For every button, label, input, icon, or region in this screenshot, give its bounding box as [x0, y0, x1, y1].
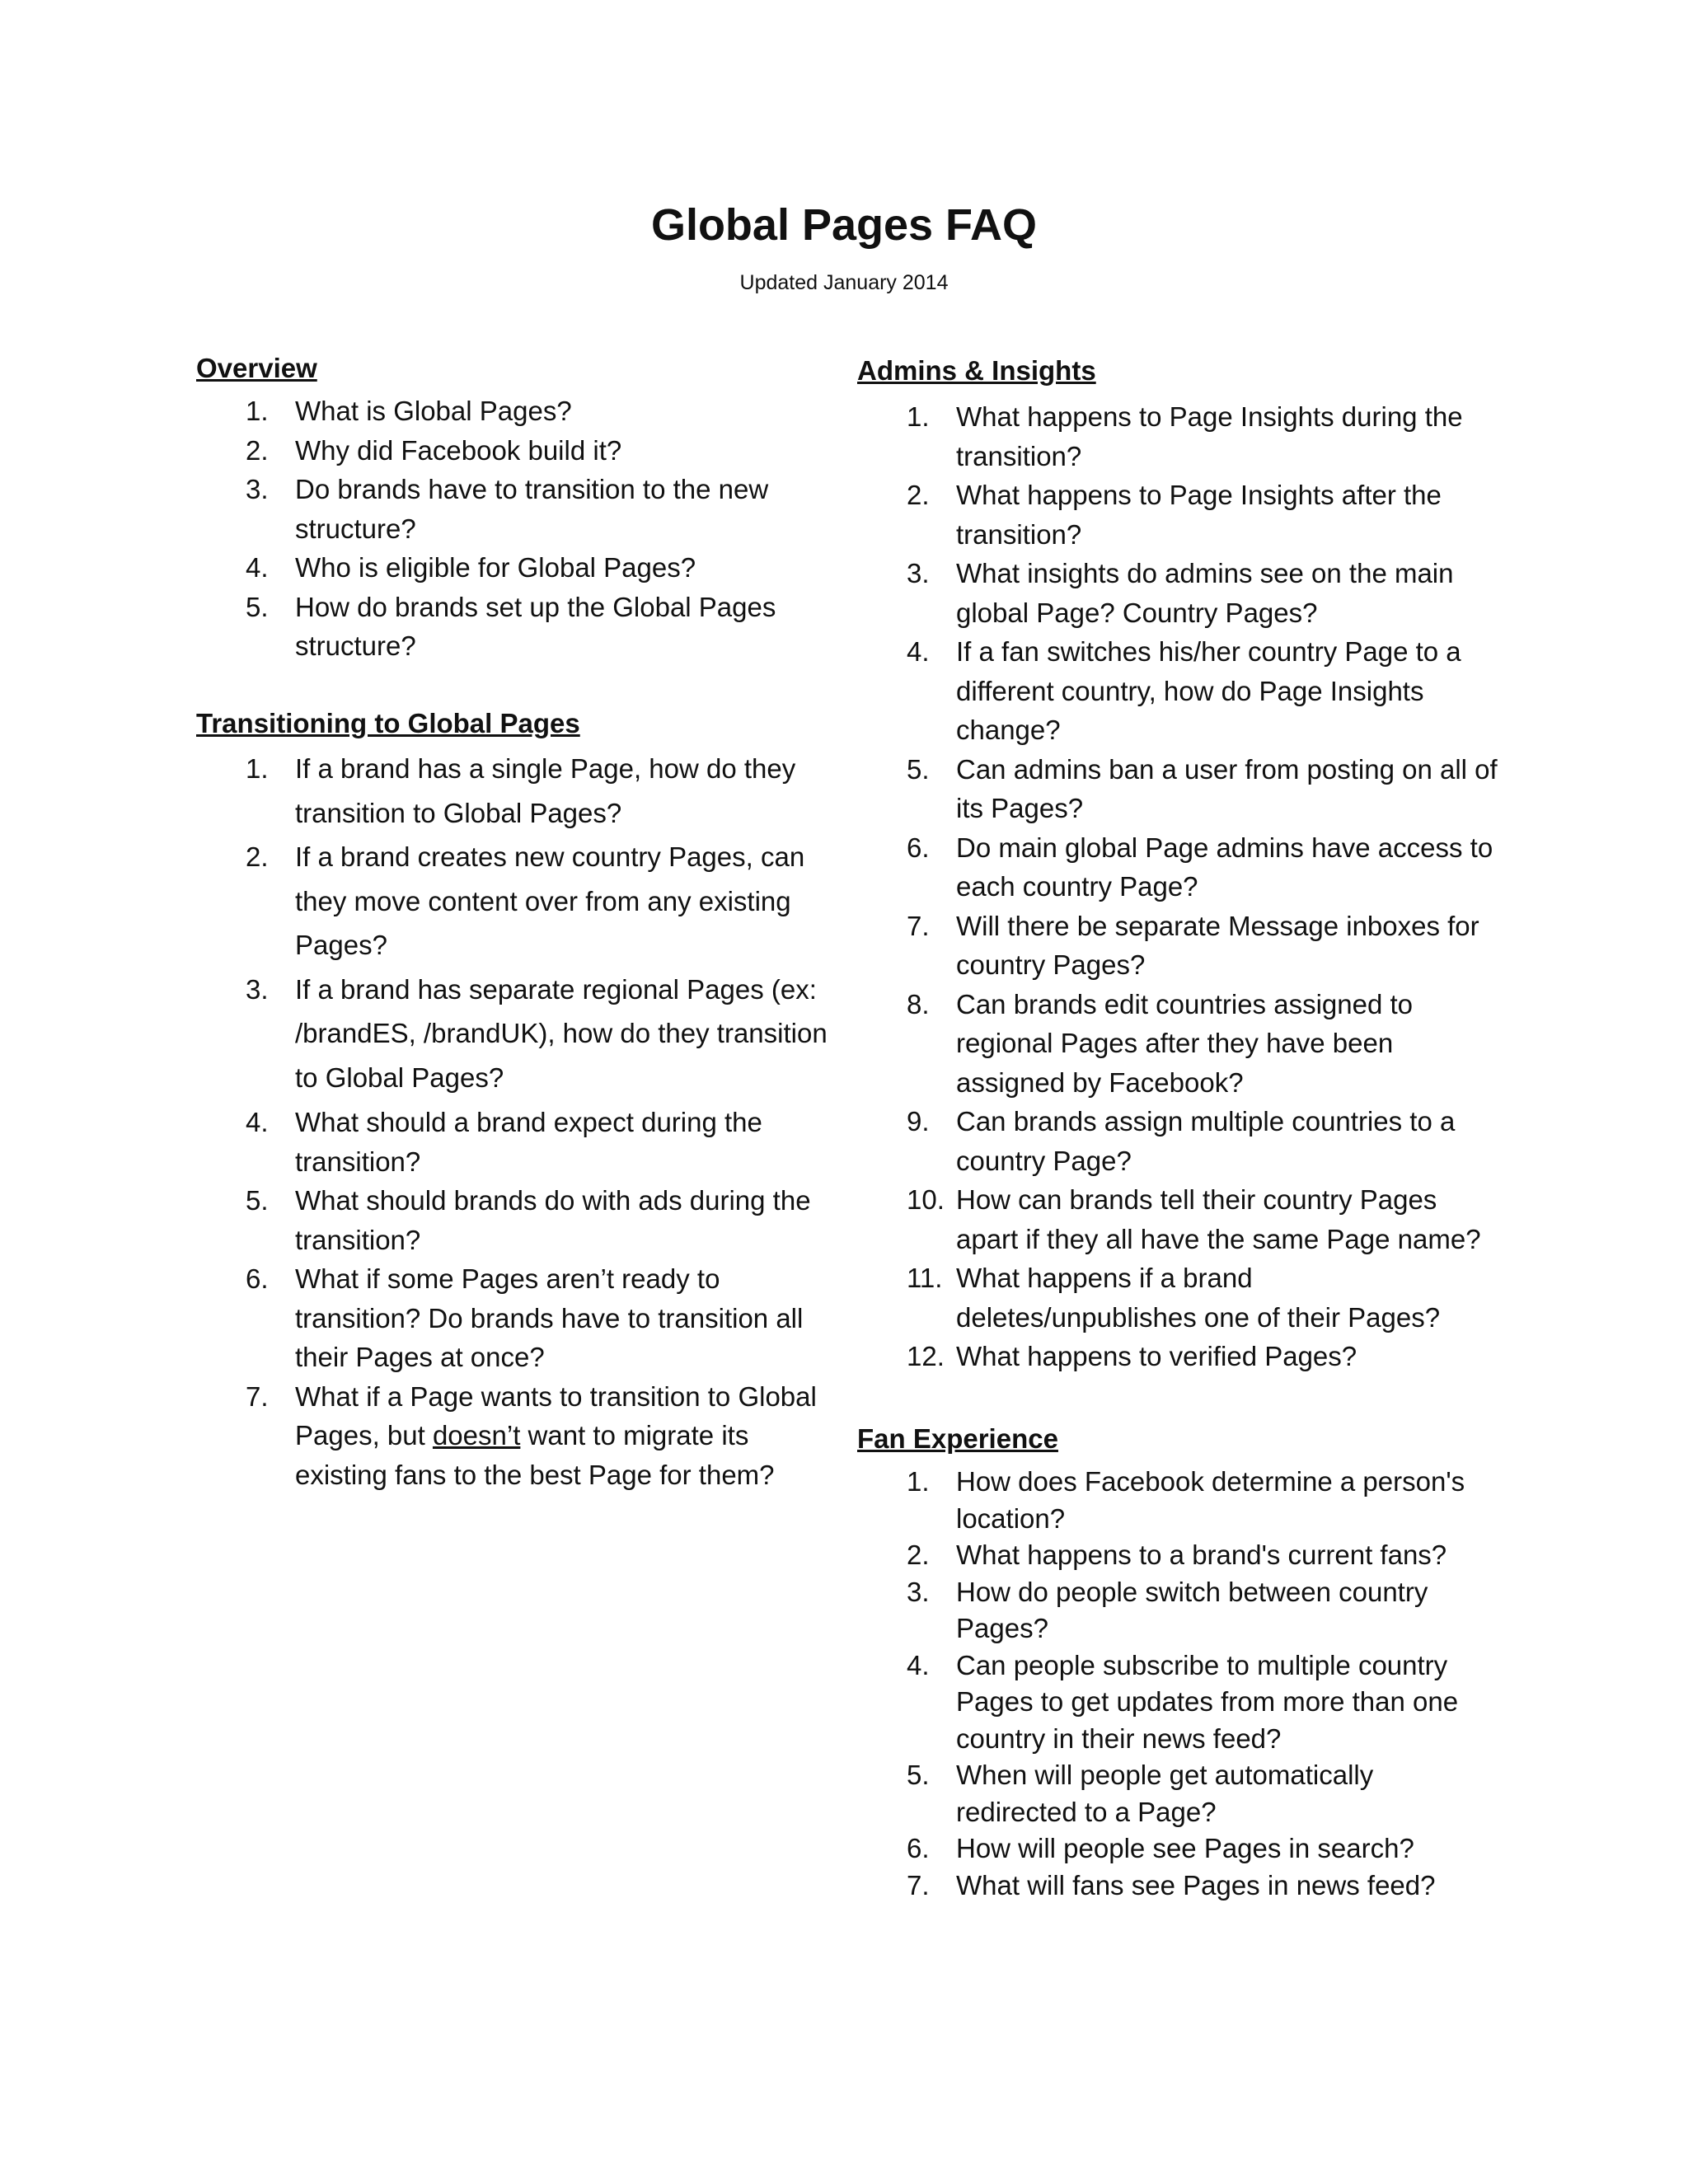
- item-number: 7.: [907, 1869, 930, 1900]
- list-item: [857, 828, 1500, 907]
- item-number: 1.: [246, 753, 269, 784]
- item-number: 5.: [246, 1185, 269, 1216]
- list-item: [857, 750, 1500, 828]
- item-number: 5.: [907, 753, 930, 785]
- question-text: Can brands assign multiple countries to a country Page?: [956, 1106, 1456, 1176]
- list-item: [196, 1259, 839, 1377]
- item-number: 6.: [907, 1833, 930, 1863]
- item-number: 2.: [907, 480, 930, 510]
- item-number: 2.: [246, 434, 269, 466]
- question-text: What happens to Page Insights during the transition?: [956, 401, 1463, 471]
- list-item: [196, 747, 839, 835]
- list-item: [196, 1377, 839, 1495]
- list-item: [857, 397, 1500, 476]
- item-number: 1.: [246, 396, 269, 426]
- section-heading: Fan Experience: [857, 1423, 1058, 1454]
- question-text: What is Global Pages?: [295, 396, 572, 426]
- list-item: [857, 476, 1500, 554]
- section-overview: [196, 350, 839, 666]
- question-text: What if some Pages aren’t ready to transition? Do brands have to transition all their Pages at once?: [295, 1263, 804, 1372]
- question-text: What happens to verified Pages?: [956, 1341, 1357, 1371]
- list-item: [857, 1757, 1500, 1830]
- item-number: 3.: [246, 474, 269, 504]
- item-number: 2.: [907, 1540, 930, 1570]
- list-item: [196, 968, 839, 1100]
- item-number: 4.: [907, 636, 930, 667]
- question-list: [857, 397, 1500, 1376]
- section-admins-insights: [857, 353, 1500, 1376]
- item-number: 4.: [246, 1107, 269, 1137]
- item-number: 9.: [907, 1106, 930, 1137]
- question-text: What will fans see Pages in news feed?: [956, 1869, 1436, 1900]
- item-number: 1.: [907, 1466, 930, 1497]
- list-item: [857, 1337, 1500, 1376]
- item-number: 5.: [246, 591, 269, 622]
- item-number: 3.: [907, 558, 930, 588]
- item-number: 6.: [907, 832, 930, 863]
- item-number: 11.: [907, 1263, 943, 1293]
- question-text: How do people switch between country Pages?: [956, 1576, 1428, 1643]
- list-item: [196, 470, 839, 548]
- question-text: [295, 1377, 839, 1495]
- section-heading: Admins & Insights: [857, 355, 1096, 386]
- list-item: [857, 1830, 1500, 1868]
- question-text: When will people get automatically redirected to a Page?: [956, 1760, 1374, 1827]
- item-number: 3.: [907, 1576, 930, 1607]
- question-text: What happens if a brand deletes/unpublishes one of their Pages?: [956, 1263, 1441, 1333]
- question-text: Why did Facebook build it?: [295, 434, 622, 466]
- question-list: [196, 747, 839, 1494]
- list-item: [196, 1181, 839, 1259]
- question-text: What should brands do with ads during the transition?: [295, 1185, 811, 1255]
- list-item: [857, 907, 1500, 985]
- question-text: Do main global Page admins have access to each country Page?: [956, 832, 1493, 902]
- section-heading: Transitioning to Global Pages: [196, 708, 580, 738]
- list-item: [196, 548, 839, 588]
- question-text: Will there be separate Message inboxes for country Pages?: [956, 910, 1479, 980]
- question-text: How can brands tell their country Pages apart if they all have the same Page name?: [956, 1184, 1481, 1254]
- question-list: [857, 1464, 1500, 1904]
- list-item: [857, 985, 1500, 1103]
- question-text: Can brands edit countries assigned to regional Pages after they have been assigned by Facebook?: [956, 988, 1414, 1098]
- question-text: Who is eligible for Global Pages?: [295, 552, 696, 583]
- item-number: 5.: [907, 1760, 930, 1790]
- list-item: [196, 431, 839, 471]
- question-text: Can admins ban a user from posting on all of its Pages?: [956, 753, 1498, 823]
- item-number: 4.: [907, 1649, 930, 1680]
- question-text: If a brand creates new country Pages, can they move content over from any existing Pages?: [295, 841, 805, 960]
- question-text: How do brands set up the Global Pages structure?: [295, 591, 776, 661]
- question-text-part: want to migrate its existing fans to the best Page for them?: [295, 1420, 775, 1490]
- list-item: [196, 391, 839, 431]
- list-item: [857, 1464, 1500, 1537]
- question-text: What insights do admins see on the main global Page? Country Pages?: [956, 558, 1454, 628]
- question-text: What happens to Page Insights after the transition?: [956, 480, 1442, 550]
- underlined-word: doesn’t: [432, 1420, 521, 1451]
- list-item: [857, 554, 1500, 632]
- item-number: 1.: [907, 401, 930, 432]
- question-text: Do brands have to transition to the new structure?: [295, 474, 769, 544]
- question-text: What should a brand expect during the transition?: [295, 1107, 762, 1177]
- list-item: [857, 1180, 1500, 1258]
- section-fan-experience: [857, 1421, 1500, 1904]
- item-number: 8.: [907, 988, 930, 1019]
- item-number: 6.: [246, 1263, 269, 1294]
- question-list: [196, 391, 839, 666]
- page-title: Global Pages FAQ: [650, 200, 1038, 250]
- list-item: [196, 835, 839, 968]
- item-number: 12.: [907, 1341, 945, 1371]
- question-text: What happens to a brand's current fans?: [956, 1540, 1447, 1570]
- list-item: [857, 632, 1500, 750]
- item-number: 10.: [907, 1184, 945, 1215]
- item-number: 7.: [907, 910, 930, 941]
- item-number: 7.: [246, 1380, 269, 1412]
- question-text: How will people see Pages in search?: [956, 1833, 1414, 1863]
- list-item: [857, 1574, 1500, 1647]
- question-text: Can people subscribe to multiple country Pages to get updates from more than one country in their news feed?: [956, 1649, 1459, 1754]
- question-text: If a fan switches his/her country Page to a different country, how do Page Insights change?: [956, 636, 1461, 745]
- list-item: [857, 1537, 1500, 1574]
- list-item: [857, 1258, 1500, 1337]
- item-number: 2.: [246, 841, 269, 872]
- list-item: [196, 1103, 839, 1181]
- updated-date: Updated January 2014: [739, 271, 949, 294]
- list-item: [857, 1647, 1500, 1758]
- item-number: 3.: [246, 973, 269, 1005]
- question-text: If a brand has separate regional Pages (ex: /brandES, /brandUK), how do they transition to Global Pages?: [295, 973, 828, 1093]
- section-transitioning: [196, 705, 839, 1494]
- list-item: [196, 588, 839, 666]
- item-number: 4.: [246, 552, 269, 583]
- question-text: If a brand has a single Page, how do they transition to Global Pages?: [295, 753, 796, 828]
- question-text-part: What if a Page wants to transition to Global Pages, but: [295, 1380, 817, 1451]
- list-item: [857, 1868, 1500, 1905]
- list-item: [857, 1102, 1500, 1180]
- section-heading: Overview: [196, 353, 317, 383]
- question-text: How does Facebook determine a person's location?: [956, 1466, 1465, 1534]
